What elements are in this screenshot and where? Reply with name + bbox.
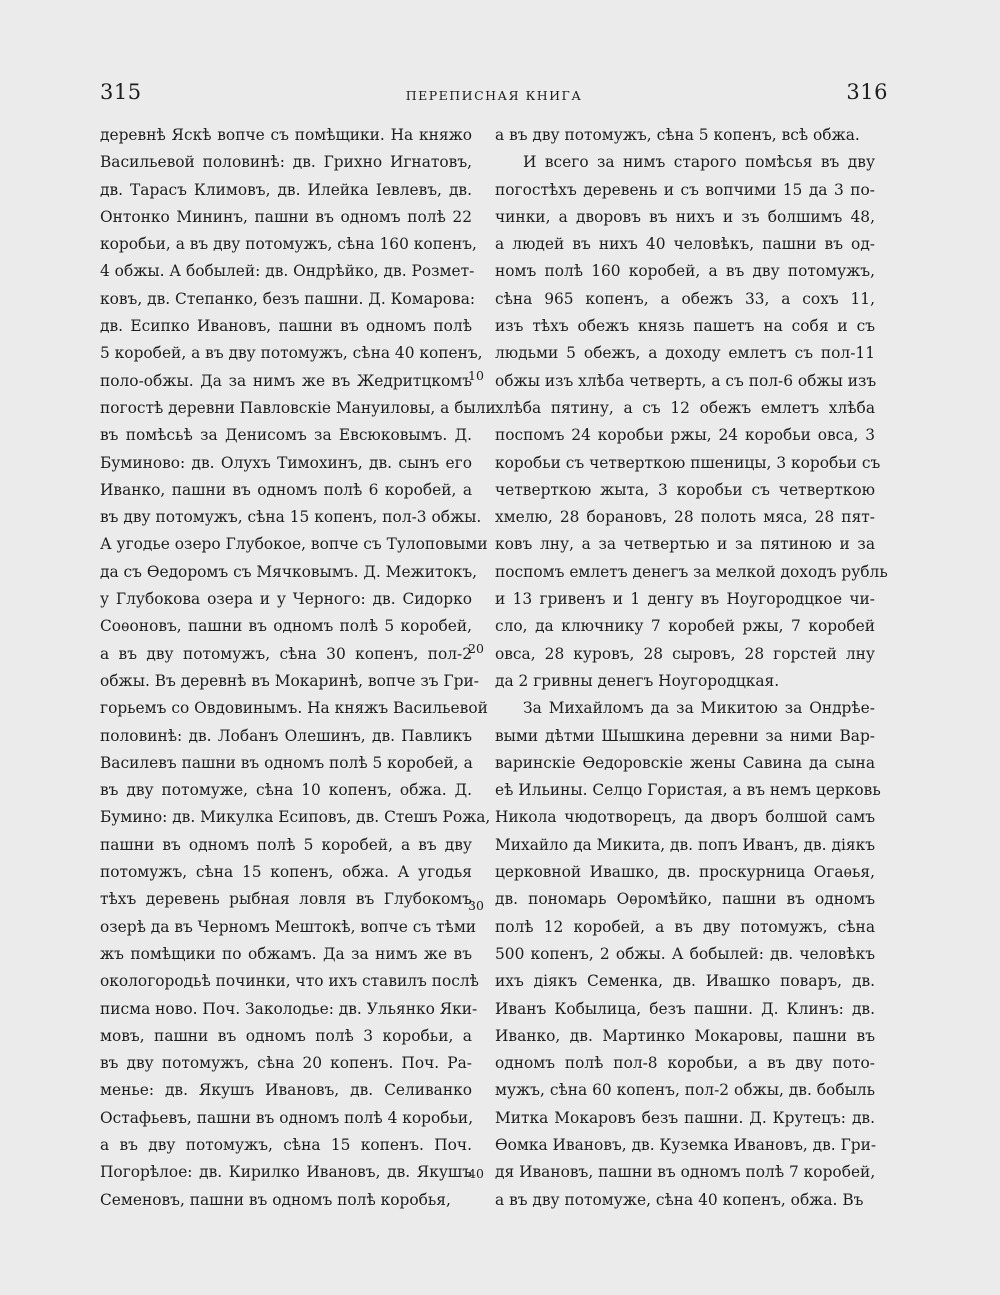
- text-line: дв. Тарасъ Климовъ, дв. Илейка Іевлевъ, дв.: [100, 180, 472, 199]
- text-line: Семеновъ, пашни въ одномъ полѣ коробья,: [100, 1190, 451, 1209]
- running-title: ПЕРЕПИСНАЯ КНИГА: [405, 88, 583, 103]
- text-line: еѣ Ильины. Селцо Гористая, а въ немъ церковь: [495, 781, 881, 800]
- text-line: Иванко, дв. Мартинко Мокаровы, пашни въ: [495, 1026, 875, 1045]
- text-line: погостѣхъ деревень и съ вопчими 15 да 3 по-: [495, 180, 875, 199]
- text-line: тѣхъ деревень рыбная ловля въ Глубокомъ: [100, 890, 472, 909]
- text-line: И всего за нимъ старого помѣсья въ дву: [523, 153, 875, 172]
- text-line: Погорѣлое: дв. Кирилко Ивановъ, дв. Якушъ: [100, 1163, 472, 1182]
- text-line: а въ дву потомуже, сѣна 40 копенъ, обжа. Въ: [495, 1190, 864, 1209]
- right-page-number: 316: [846, 80, 888, 104]
- text-line: въ дву потомужъ, сѣна 15 копенъ, пол-3 обжы.: [100, 508, 482, 527]
- text-line: коробьи, а въ дву потомужъ, сѣна 160 копенъ,: [100, 235, 477, 254]
- text-line: мужъ, сѣна 60 копенъ, пол-2 обжы, дв. бобыль: [495, 1081, 875, 1100]
- text-line: хлѣба пятину, а съ 12 обежъ емлетъ хлѣба: [495, 398, 875, 417]
- line-number-marker: 40: [468, 1166, 484, 1181]
- text-line: Митка Мокаровъ безъ пашни. Д. Крутецъ: дв.: [495, 1108, 875, 1127]
- page-header: [100, 80, 888, 116]
- text-line: Иванъ Кобылица, безъ пашни. Д. Клинъ: дв.: [495, 999, 875, 1018]
- text-line: да 2 гривны денегъ Ноугородцкая.: [495, 671, 780, 690]
- text-line: потомужъ, сѣна 15 копенъ, обжа. А угодья: [100, 863, 472, 882]
- text-line: 500 копенъ, 2 обжы. А бобылей: дв. человѣкъ: [495, 944, 875, 963]
- text-line: четверткою жыта, 3 коробьи съ четверткою: [495, 480, 875, 499]
- text-line: Василевъ пашни въ одномъ полѣ 5 коробей, а: [100, 753, 473, 772]
- text-line: поспомъ 24 коробьи ржы, 24 коробьи овса, 3: [495, 426, 875, 445]
- text-line: А угодье озеро Глубокое, вопче съ Тулоповыми: [100, 535, 488, 554]
- text-line: поло-обжы. Да за нимъ же въ Жедритцкомъ: [100, 371, 472, 390]
- line-number-marker: 20: [468, 641, 484, 656]
- text-line: выми дѣтми Шышкина деревни за ними Вар-: [495, 726, 875, 745]
- text-line: дя Ивановъ, пашни въ одномъ полѣ 7 коробей,: [495, 1163, 876, 1182]
- text-line: погостѣ деревни Павловскіе Мануиловы, а были: [100, 398, 496, 417]
- text-line: въ дву потомужъ, сѣна 20 копенъ. Поч. Ра-: [100, 1054, 472, 1073]
- text-line: чинки, а дворовъ въ нихъ и зъ болшимъ 48,: [495, 207, 875, 226]
- text-line: жъ помѣщики по обжамъ. Да за нимъ же въ: [100, 944, 472, 963]
- left-text-column: [100, 122, 496, 1214]
- text-line: поспомъ емлетъ денегъ за мелкой доходъ рубль: [495, 562, 888, 581]
- text-line: варинскіе Ѳедоровскіе жены Савина да сына: [495, 753, 875, 772]
- text-line: мовъ, пашни въ одномъ полѣ 3 коробьи, а: [100, 1026, 472, 1045]
- text-line: Бумино: дв. Микулка Есиповъ, дв. Стешъ Рожа,: [100, 808, 491, 827]
- text-line: Иванко, пашни въ одномъ полѣ 6 коробей, а: [100, 480, 472, 499]
- right-text-column: [495, 122, 888, 1214]
- text-line: церковной Ивашко, дв. проскурница Огаѳья,: [495, 863, 875, 882]
- text-line: Остафьевъ, пашни въ одномъ полѣ 4 коробьи,: [100, 1108, 474, 1127]
- text-line: а въ дву потомужъ, сѣна 5 копенъ, всѣ обжа.: [495, 126, 860, 144]
- text-line: 5 коробей, а въ дву потомужъ, сѣна 40 копенъ,: [100, 344, 483, 363]
- text-line: и 13 гривенъ и 1 денгу въ Ноугородцкое чи-: [495, 590, 875, 609]
- text-line: полѣ 12 коробей, а въ дву потомужъ, сѣна: [495, 917, 875, 936]
- text-line: сѣна 965 копенъ, а обежъ 33, а сохъ 11,: [495, 289, 875, 308]
- text-line: а въ дву потомужъ, сѣна 30 копенъ, пол-2: [100, 644, 472, 663]
- text-line: Никола чюдотворецъ, да дворъ болшой самъ: [495, 808, 875, 827]
- text-line: горьемъ со Овдовинымъ. На княжъ Васильевой: [100, 699, 488, 718]
- text-line: людьми 5 обежъ, а доходу емлетъ съ пол-11: [495, 344, 875, 363]
- text-line: ихъ дiякъ Семенка, дв. Ивашко поваръ, дв.: [495, 972, 875, 991]
- text-line: ковъ лну, а за четвертью и за пятиною и за: [495, 535, 875, 554]
- text-line: За Михайломъ да за Микитою за Ондрѣе-: [523, 699, 875, 718]
- text-line: деревнѣ Яскѣ вопче съ помѣщики. На княжо: [100, 126, 472, 144]
- text-line: овса, 28 куровъ, 28 сыровъ, 28 горстей лну: [495, 644, 875, 663]
- text-line: Соѳоновъ, пашни въ одномъ полѣ 5 коробей,: [100, 617, 472, 636]
- text-line: сло, да ключнику 7 коробей ржы, 7 коробей: [495, 617, 875, 636]
- text-line: Буминово: дв. Олухъ Тимохинъ, дв. сынъ его: [100, 453, 472, 472]
- text-line: менье: дв. Якушъ Ивановъ, дв. Селиванко: [100, 1081, 472, 1100]
- text-line: озерѣ да въ Черномъ Мештокѣ, вопче съ тѣми: [100, 917, 477, 936]
- text-line: Михайло да Микита, дв. попъ Иванъ, дв. дiякъ: [495, 835, 875, 854]
- text-line: Ѳомка Ивановъ, дв. Куземка Ивановъ, дв. Гри-: [495, 1135, 877, 1154]
- left-page-number: 315: [100, 80, 142, 104]
- text-line: дв. пономарь Оѳромѣйко, пашни въ одномъ: [495, 890, 875, 909]
- text-line: изъ тѣхъ обежъ князь пашетъ на собя и съ: [495, 317, 875, 336]
- text-line: 4 обжы. А бобылей: дв. Ондрѣйко, дв. Розмет-: [100, 262, 475, 281]
- text-line: а людей въ нихъ 40 человѣкъ, пашни въ од-: [495, 235, 875, 254]
- text-line: дв. Есипко Ивановъ, пашни въ одномъ полѣ: [100, 317, 472, 336]
- text-line: номъ полѣ 160 коробей, а въ дву потомужъ,: [495, 262, 875, 281]
- text-line: окологородьѣ починки, что ихъ ставилъ послѣ: [100, 972, 479, 991]
- text-line: обжы изъ хлѣба четверть, а съ пол-6 обжы изъ: [495, 371, 877, 390]
- text-line: пашни въ одномъ полѣ 5 коробей, а въ дву: [100, 835, 472, 854]
- text-line: въ дву потомуже, сѣна 10 копенъ, обжа. Д.: [100, 781, 472, 800]
- text-line: а въ дву потомужъ, сѣна 15 копенъ. Поч.: [100, 1135, 472, 1154]
- text-line: писма ново. Поч. Заколодье: дв. Ульянко Яки-: [100, 999, 478, 1018]
- text-line: Васильевой половинѣ: дв. Грихно Игнатовъ,: [100, 153, 472, 172]
- text-line: въ помѣсьѣ за Денисомъ за Евсюковымъ. Д.: [100, 426, 472, 445]
- text-line: ковъ, дв. Степанко, безъ пашни. Д. Комарова:: [100, 289, 476, 308]
- text-line: одномъ полѣ пол-8 коробьи, а въ дву пото-: [495, 1054, 875, 1073]
- text-line: у Глубокова озера и у Черного: дв. Сидорко: [100, 590, 472, 609]
- text-line: коробьи съ четверткою пшеницы, 3 коробьи съ: [495, 453, 881, 472]
- text-line: половинѣ: дв. Лобанъ Олешинъ, дв. Павликъ: [100, 726, 472, 745]
- text-line: обжы. Въ деревнѣ въ Мокаринѣ, вопче зъ Гри-: [100, 671, 479, 690]
- text-line: да съ Ѳедоромъ съ Мячковымъ. Д. Межитокъ,: [100, 562, 478, 581]
- line-number-marker: 30: [468, 898, 484, 913]
- line-number-marker: 10: [468, 368, 484, 383]
- text-line: хмелю, 28 борановъ, 28 полоть мяса, 28 пят-: [495, 508, 875, 527]
- text-line: Онтонко Мининъ, пашни въ одномъ полѣ 22: [100, 207, 472, 226]
